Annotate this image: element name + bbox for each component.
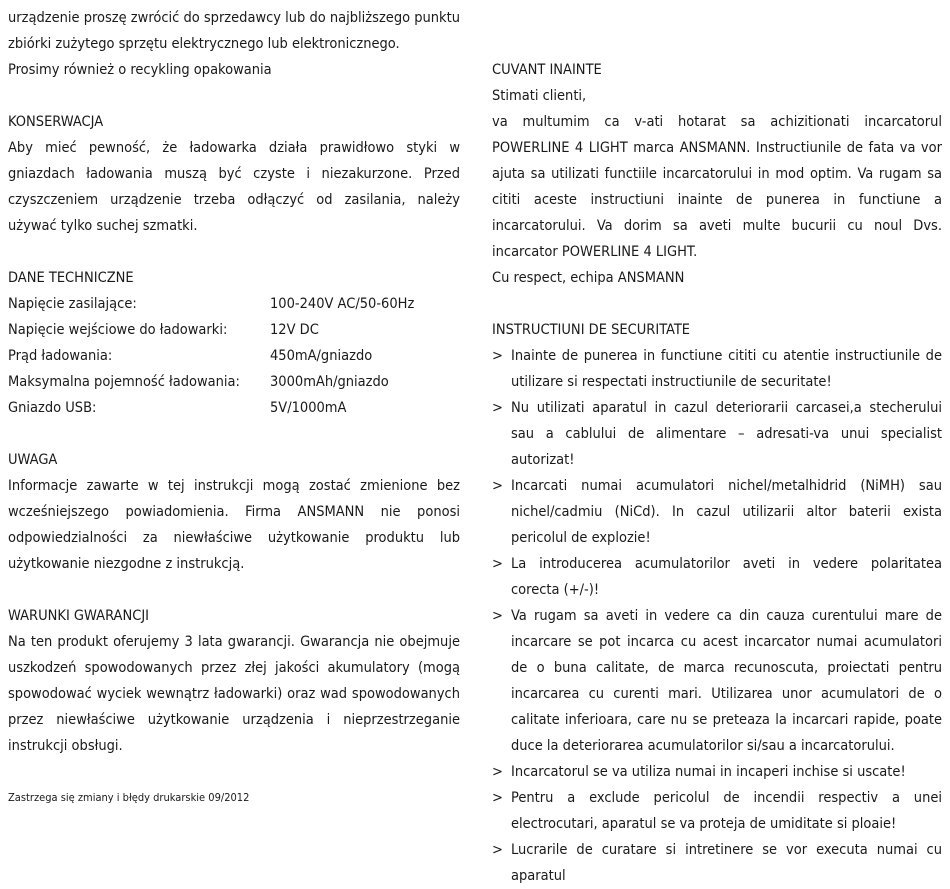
spec-value: 5V/1000mA [270,400,347,416]
spec-row [8,395,460,421]
bullet-marker: > [492,608,503,624]
list-item [492,473,942,551]
spec-value: 450mA/gniazdo [270,348,373,364]
list-item [492,785,942,837]
spec-value: 12V DC [270,322,319,338]
konserwacja-text: Aby mieć pewność, że ładowarka działa prawidłowo styki w gniazdach ładowania muszą być czyste i niezakurzone. Przed czyszczeniem urządzenie trzeba odłączyć od zasilania, należy używać tylko suchej szmatki. [8,140,460,234]
list-item [492,603,942,759]
spec-label: Maksymalna pojemność ładowania: [8,374,240,390]
spec-label: Napięcie wejściowe do ładowarki: [8,322,228,338]
gwarancja-heading: WARUNKI GWARANCJI [8,608,150,624]
bullet-marker: > [492,556,503,572]
gwarancja-text: Na ten produkt oferujemy 3 lata gwarancji. Gwarancja nie obejmuje uszkodzeń spowodowanych przez złej jakości akumulatory (mogą spowodować wyciek wewnątrz ładowarki) oraz wad spowodowanych przez niewłaściwe użytkowanie urządzenia i nieprzestrzeganie instrukcji obsługi. [8,634,460,754]
dane-heading: DANE TECHNICZNE [8,270,134,286]
list-item [492,343,942,395]
list-item [492,551,942,603]
list-item-text: Incarcatorul se va utiliza numai in incaperi inchise si uscate! [511,764,906,780]
list-item-text: Va rugam sa aveti in vedere ca din cauza curentului mare de incarcare se pot incarca cu acest incarcator numai acumulatori de o buna calitate, de marca recunoscuta, proiectati pentru incarcarea cu curenti mari. Utilizarea unor acumulatori de o calitate inferioara, care nu se preteaza la incarcari rapide, poate duce la deteriorarea acumulatorilor si/sau a incarcatorului. [511,608,942,754]
intro-line: zbiórki zużytego sprzętu elektrycznego lub elektronicznego. [8,36,400,52]
cuvant-heading: CUVANT INAINTE [492,62,602,78]
bullet-marker: > [492,348,503,364]
list-item-text: Lucrarile de curatare si intretinere se vor executa numai cu aparatul [511,842,942,884]
intro-line: Prosimy również o recykling opakowania [8,62,272,78]
bullet-marker: > [492,764,503,780]
list-item-text: Inainte de punerea in functiune cititi cu atentie instructiunile de utilizare si respectati instructiunile de securitate! [511,348,942,390]
list-item-text: Incarcati numai acumulatori nichel/metalhidrid (NiMH) sau nichel/cadmiu (NiCd). In cazul utilizarii altor baterii exista pericolul de explozie! [511,478,942,546]
list-item-text: Nu utilizati aparatul in cazul deteriorarii carcasei,a stecherului sau a cablului de alimentare – adresati-va unui specialist autorizat! [511,400,942,468]
bullet-marker: > [492,478,503,494]
bullet-marker: > [492,842,503,858]
spec-row [8,291,460,317]
list-item [492,395,942,473]
list-item-text: La introducerea acumulatorilor aveti in vedere polaritatea corecta (+/-)! [511,556,942,598]
bullet-marker: > [492,790,503,806]
cuvant-greeting: Stimati clienti, [492,88,587,104]
securitate-heading: INSTRUCTIUNI DE SECURITATE [492,322,691,338]
securitate-list [492,343,942,889]
spec-label: Gniazdo USB: [8,400,97,416]
spec-value: 3000mAh/gniazdo [270,374,389,390]
uwaga-text: Informacje zawarte w tej instrukcji mogą zostać zmienione bez wcześniejszego powiadomienia. Firma ANSMANN nie ponosi odpowiedzialności za niewłaściwe użytkowanie produktu lub użytkowanie niezgodne z instrukcją. [8,478,460,572]
cuvant-text: va multumim ca v-ati hotarat sa achizitionati incarcatorul POWERLINE 4 LIGHT marca ANSMANN. Instructiunile de fata va vor ajuta sa utilizati functiile incarcatorului in mod optim. Va rugam sa cititi aceste instructiuni inainte de punerea in functiune a incarcatorului. Va dorim sa aveti multe bucurii cu noul Dvs. incarcator POWERLINE 4 LIGHT. [492,114,942,260]
spec-label: Prąd ładowania: [8,348,113,364]
spec-row [8,317,460,343]
right-column [492,57,942,889]
spec-row [8,369,460,395]
cuvant-signature: Cu respect, echipa ANSMANN [492,270,685,286]
list-item-text: Pentru a exclude pericolul de incendii respectiv a unei electrocutari, aparatul se va proteja de umiditate si ploaie! [511,790,942,832]
list-item [492,759,942,785]
uwaga-heading: UWAGA [8,452,58,468]
spec-label: Napięcie zasilające: [8,296,137,312]
spec-table [8,291,460,421]
footer-note: Zastrzega się zmiany i błędy drukarskie 09/2012 [8,791,250,804]
spec-row [8,343,460,369]
intro-line: urządzenie proszę zwrócić do sprzedawcy lub do najbliższego punktu [8,10,460,26]
bullet-marker: > [492,400,503,416]
konserwacja-heading: KONSERWACJA [8,114,104,130]
left-column [8,5,460,811]
list-item [492,837,942,889]
spec-value: 100-240V AC/50-60Hz [270,296,415,312]
